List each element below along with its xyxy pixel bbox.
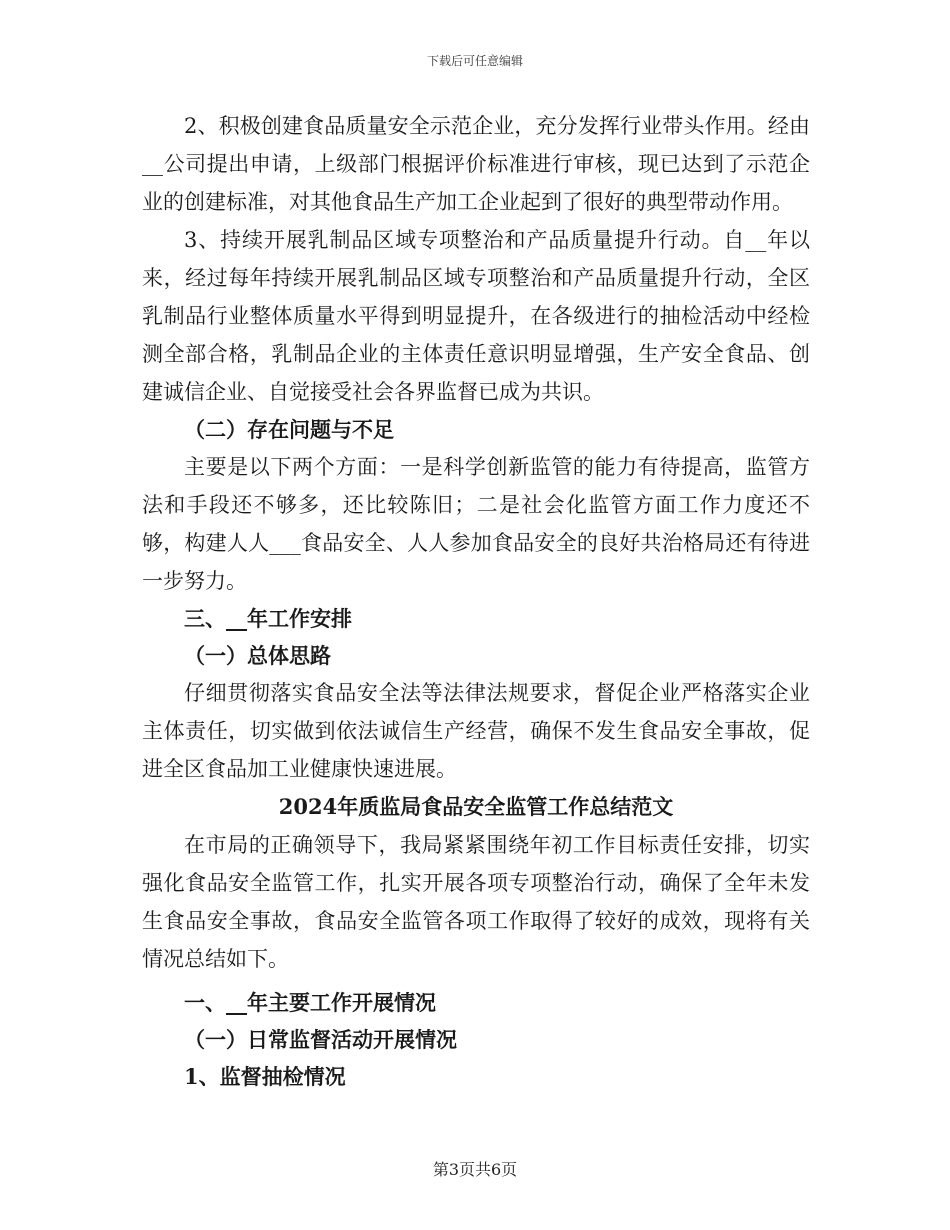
paragraph-overall-idea: 仔细贯彻落实食品安全法等法律法规要求，督促企业严格落实企业主体责任，切实做到依法诚信生产经营，确保不发生食品安全事故，促进全区食品加工业健康快速进展。 [142, 681, 810, 781]
paragraph-dairy-rectification: 3、持续开展乳制品区域专项整治和产品质量提升行动。自__年以来，经过每年持续开展乳制品区域专项整治和产品质量提升行动，全区乳制品行业整体质量水平得到明显提升，在各级进行的抽检活动中经检测全部合格，乳制品企业的主体责任意识明显增强，生产安全食品、创建诚信企业、自觉接受社会各界监督已成为共识。 [142, 228, 810, 404]
heading-problems: （二）存在问题与不足 [184, 417, 394, 442]
paragraph-demo-enterprise: 2、积极创建食品质量安全示范企业，充分发挥行业带头作用。经由__公司提出申请，上级部门根据评价标准进行审核，现已达到了示范企业的创建标准，对其他食品生产加工企业起到了很好的典型带动作用。 [142, 114, 810, 214]
page-footer: 第3页共6页 [432, 1160, 518, 1179]
heading-main-work: 一、__年主要工作开展情况 [184, 990, 436, 1015]
heading-daily-supervision: （一）日常监督活动开展情况 [184, 1027, 457, 1052]
heading-inspection: 1、监督抽检情况 [184, 1064, 346, 1089]
page-header: 下载后可任意编辑 [426, 54, 523, 68]
heading-work-arrangement: 三、__年工作安排 [184, 606, 352, 631]
document-title: 2024年质监局食品安全监管工作总结范文 [278, 794, 674, 819]
paragraph-problems: 主要是以下两个方面：一是科学创新监管的能力有待提高，监管方法和手段还不够多，还比较陈旧；二是社会化监管方面工作力度还不够，构建人人___食品安全、人人参加食品安全的良好共治格局还有待进一步努力。 [142, 455, 810, 593]
document-body [142, 107, 810, 1095]
paragraph-intro: 在市局的正确领导下，我局紧紧围绕年初工作目标责任安排，切实强化食品安全监管工作，扎实开展各项专项整治行动，确保了全年未发生食品安全事故，食品安全监管各项工作取得了较好的成效，现将有关情况总结如下。 [142, 833, 810, 971]
heading-overall-idea: （一）总体思路 [184, 643, 331, 668]
